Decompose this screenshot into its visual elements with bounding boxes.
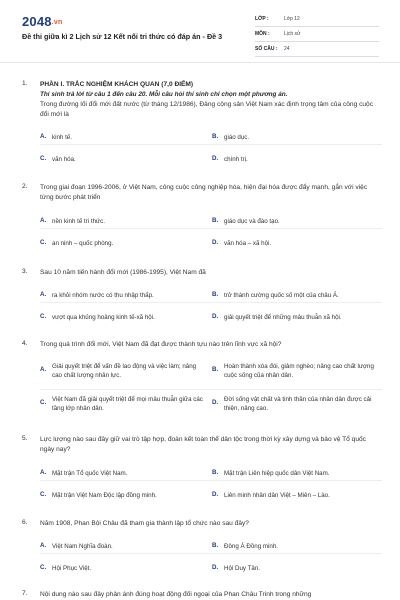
document-title: Đề thi giữa kì 2 Lịch sử 12 Kết nối tri thức có đáp án - Đề 3 <box>22 32 223 41</box>
option-d[interactable]: D. giải quyết triệt để những mâu thuẫn xã hội. <box>212 313 342 321</box>
option-divider <box>40 389 382 390</box>
info-key: MÔN : <box>255 31 270 37</box>
info-value: Lớp 12 <box>284 16 300 22</box>
option-c[interactable]: C. vượt qua khủng hoảng kinh tế-xã hội. <box>40 313 155 321</box>
option-a[interactable]: A. Việt Nam Nghĩa đoàn. <box>40 542 113 550</box>
header-divider <box>0 62 400 63</box>
info-value: Lịch sử <box>284 31 301 37</box>
info-key: LỚP : <box>255 16 269 22</box>
document-header <box>0 0 400 62</box>
question-number: 7. <box>22 590 28 597</box>
option-c[interactable]: C. Mặt trận Việt Nam Độc lập đồng minh. <box>40 491 157 499</box>
question-number: 3. <box>22 268 28 275</box>
option-c[interactable]: C. an ninh – quốc phòng. <box>40 239 114 247</box>
question-number: 4. <box>22 340 28 347</box>
info-value: 24 <box>284 46 290 52</box>
option-a[interactable]: A. Mặt trận Tổ quốc Việt Nam. <box>40 469 128 477</box>
section-instruction: Thí sinh trả lời từ câu 1 đến câu 20. Mỗi câu hỏi thí sinh chỉ chọn một phương án. <box>40 91 288 98</box>
question-text: Trong đường lối đổi mới đất nước (từ tháng 12/1986), Đảng cộng sản Việt Nam xác định trọng tâm của công cuộc đổi mới là <box>40 101 374 118</box>
question-text: Nội dung nào sau đây phản ánh đúng hoạt động đối ngoại của Phan Châu Trinh trong những <box>40 591 312 598</box>
option-c[interactable]: C. Việt Nam đã giải quyết triệt để mọi mâu thuẫn giữa các tầng lớp nhân dân. <box>40 395 203 412</box>
option-a[interactable]: A. ra khỏi nhóm nước có thu nhập thấp. <box>40 291 154 299</box>
option-divider <box>40 553 382 554</box>
option-d[interactable]: D. văn hóa – xã hội. <box>212 239 272 247</box>
option-divider <box>40 144 382 145</box>
section-title: PHẦN I. TRẮC NGHIỆM KHÁCH QUAN (7,0 ĐIỂM) <box>40 81 194 88</box>
question-text: Sau 10 năm tiến hành đổi mới (1986-1995), Việt Nam đã <box>40 269 206 276</box>
option-b[interactable]: B. Mặt trận Liên hiệp quốc dân Việt Nam. <box>212 469 330 477</box>
option-d[interactable]: D. Hội Duy Tân. <box>212 564 260 572</box>
info-row-subject <box>255 27 379 42</box>
question-number: 5. <box>22 435 28 442</box>
option-c[interactable]: C. văn hóa. <box>40 155 76 163</box>
question-body <box>40 590 382 600</box>
question-text: Trong giai đoạn 1996-2006, ở Việt Nam, công cuộc công nghiệp hóa, hiện đại hóa được đẩy mạnh, gắn với việc từng bước phát triển <box>40 184 368 201</box>
option-b[interactable]: B. Hoàn thành xóa đói, giảm nghèo; nâng cao chất lượng cuộc sống của nhân dân. <box>212 362 374 379</box>
question-text: Trong quá trình đổi mới, Việt Nam đã đạt được thành tựu nào trên lĩnh vực xã hội? <box>40 341 282 348</box>
question-number: 6. <box>22 519 28 526</box>
option-b[interactable]: B. giáo dục và đào tạo. <box>212 217 280 225</box>
site-logo[interactable]: 2048.vn <box>22 14 63 29</box>
document-info-table <box>255 12 379 57</box>
option-d[interactable]: D. Đời sống vật chất và tinh thần của nhân dân được cải thiện, nâng cao. <box>212 395 372 412</box>
question-number: 1. <box>22 80 28 87</box>
question-text: Lực lượng nào sau đây giữ vai trò tập hợp, đoàn kết toàn thể dân tộc trong thời kỳ xây dựng và bảo vệ Tổ quốc ngày nay? <box>40 436 366 453</box>
option-a[interactable]: A. kinh tế. <box>40 133 72 141</box>
option-divider <box>40 302 382 303</box>
question-body <box>40 435 382 455</box>
info-row-question-count <box>255 42 379 57</box>
option-a[interactable]: A. nền kinh tế tri thức. <box>40 217 105 225</box>
info-row-class <box>255 12 379 27</box>
option-d[interactable]: D. chính trị. <box>212 155 248 163</box>
option-a[interactable]: A. Giải quyết triệt để vấn đề lao động và việc làm; nâng cao chất lượng nhân lực. <box>40 362 197 379</box>
option-divider <box>40 228 382 229</box>
question-number: 2. <box>22 183 28 190</box>
question-body <box>40 519 382 529</box>
question-body <box>40 268 382 278</box>
question-body <box>40 80 382 120</box>
option-b[interactable]: B. giáo dục. <box>212 133 250 141</box>
question-body <box>40 183 382 203</box>
option-b[interactable]: B. trở thành cường quốc số một của châu Á. <box>212 291 339 299</box>
question-text: Năm 1908, Phan Bội Châu đã tham gia thành lập tổ chức nào sau đây? <box>40 520 249 527</box>
info-key: SỐ CÂU : <box>255 46 278 52</box>
option-c[interactable]: C. Hội Phục Việt. <box>40 564 92 572</box>
option-b[interactable]: B. Đông Á Đồng minh. <box>212 542 278 550</box>
question-body <box>40 340 382 350</box>
option-d[interactable]: D. Liên minh nhân dân Việt – Miên – Lào. <box>212 491 330 499</box>
option-divider <box>40 480 382 481</box>
